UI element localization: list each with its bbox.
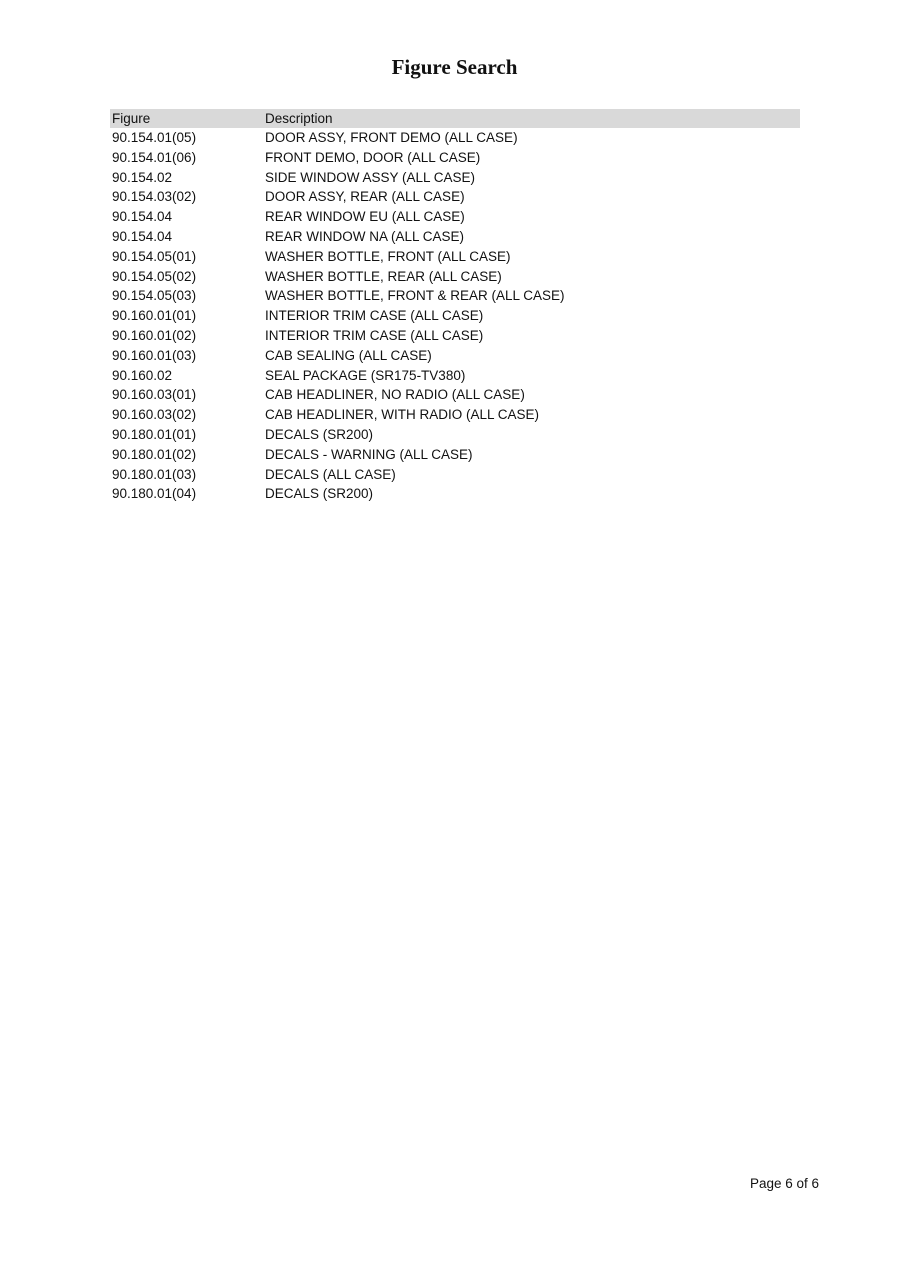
table-row (110, 346, 800, 366)
description-cell: WASHER BOTTLE, FRONT (ALL CASE) (265, 248, 511, 264)
figure-cell: 90.160.01(01) (112, 308, 197, 324)
page-title: Figure Search (391, 55, 518, 79)
description-cell: DECALS - WARNING (ALL CASE) (265, 446, 473, 462)
page-number: Page 6 of 6 (749, 1176, 819, 1191)
figure-cell: 90.180.01(01) (112, 426, 197, 442)
table-row (110, 425, 800, 445)
table-row (110, 128, 800, 148)
figure-cell: 90.154.04 (112, 209, 173, 225)
table-row (110, 445, 800, 465)
figure-cell: 90.180.01(02) (112, 446, 197, 462)
description-cell: DOOR ASSY, REAR (ALL CASE) (265, 189, 465, 205)
table-row (110, 168, 800, 188)
figure-cell: 90.154.04 (112, 228, 173, 244)
column-header-description: Description (265, 111, 333, 126)
description-cell: INTERIOR TRIM CASE (ALL CASE) (265, 308, 484, 324)
table-row (110, 405, 800, 425)
table-row (110, 286, 800, 306)
results-table (110, 109, 800, 504)
description-cell: SEAL PACKAGE (SR175-TV380) (265, 367, 466, 383)
column-header-figure: Figure (112, 111, 151, 126)
description-cell: CAB HEADLINER, WITH RADIO (ALL CASE) (265, 407, 540, 423)
description-cell: DECALS (SR200) (265, 486, 374, 502)
description-cell: REAR WINDOW NA (ALL CASE) (265, 228, 465, 244)
table-row (110, 326, 800, 346)
table-row (110, 306, 800, 326)
figure-cell: 90.154.05(03) (112, 288, 197, 304)
description-cell: CAB SEALING (ALL CASE) (265, 347, 432, 363)
figure-cell: 90.160.01(02) (112, 327, 197, 343)
figure-cell: 90.154.03(02) (112, 189, 197, 205)
figure-cell: 90.154.01(05) (112, 130, 197, 145)
description-cell: DECALS (ALL CASE) (265, 466, 396, 482)
table-row (110, 267, 800, 287)
table-row (110, 465, 800, 485)
description-cell: INTERIOR TRIM CASE (ALL CASE) (265, 327, 484, 343)
description-cell: CAB HEADLINER, NO RADIO (ALL CASE) (265, 387, 525, 403)
figure-cell: 90.180.01(03) (112, 466, 197, 482)
description-cell: DECALS (SR200) (265, 426, 374, 442)
description-cell: SIDE WINDOW ASSY (ALL CASE) (265, 169, 476, 185)
figure-cell: 90.160.02 (112, 367, 173, 383)
table-row (110, 148, 800, 168)
table-row (110, 366, 800, 386)
table-row (110, 385, 800, 405)
figure-cell: 90.154.01(06) (112, 149, 197, 165)
description-cell: WASHER BOTTLE, REAR (ALL CASE) (265, 268, 502, 284)
figure-cell: 90.160.03(01) (112, 387, 197, 403)
description-cell: FRONT DEMO, DOOR (ALL CASE) (265, 149, 481, 165)
table-row (110, 187, 800, 207)
table-row (110, 247, 800, 267)
table-row (110, 207, 800, 227)
table-row (110, 484, 800, 504)
table-header (110, 109, 800, 128)
table-row (110, 227, 800, 247)
description-cell: DOOR ASSY, FRONT DEMO (ALL CASE) (265, 130, 518, 145)
figure-cell: 90.160.01(03) (112, 347, 197, 363)
figure-cell: 90.160.03(02) (112, 407, 197, 423)
table-body (110, 128, 800, 504)
figure-cell: 90.154.05(02) (112, 268, 197, 284)
description-cell: WASHER BOTTLE, FRONT & REAR (ALL CASE) (265, 288, 565, 304)
figure-cell: 90.180.01(04) (112, 486, 197, 502)
figure-cell: 90.154.05(01) (112, 248, 197, 264)
description-cell: REAR WINDOW EU (ALL CASE) (265, 209, 465, 225)
figure-cell: 90.154.02 (112, 169, 173, 185)
